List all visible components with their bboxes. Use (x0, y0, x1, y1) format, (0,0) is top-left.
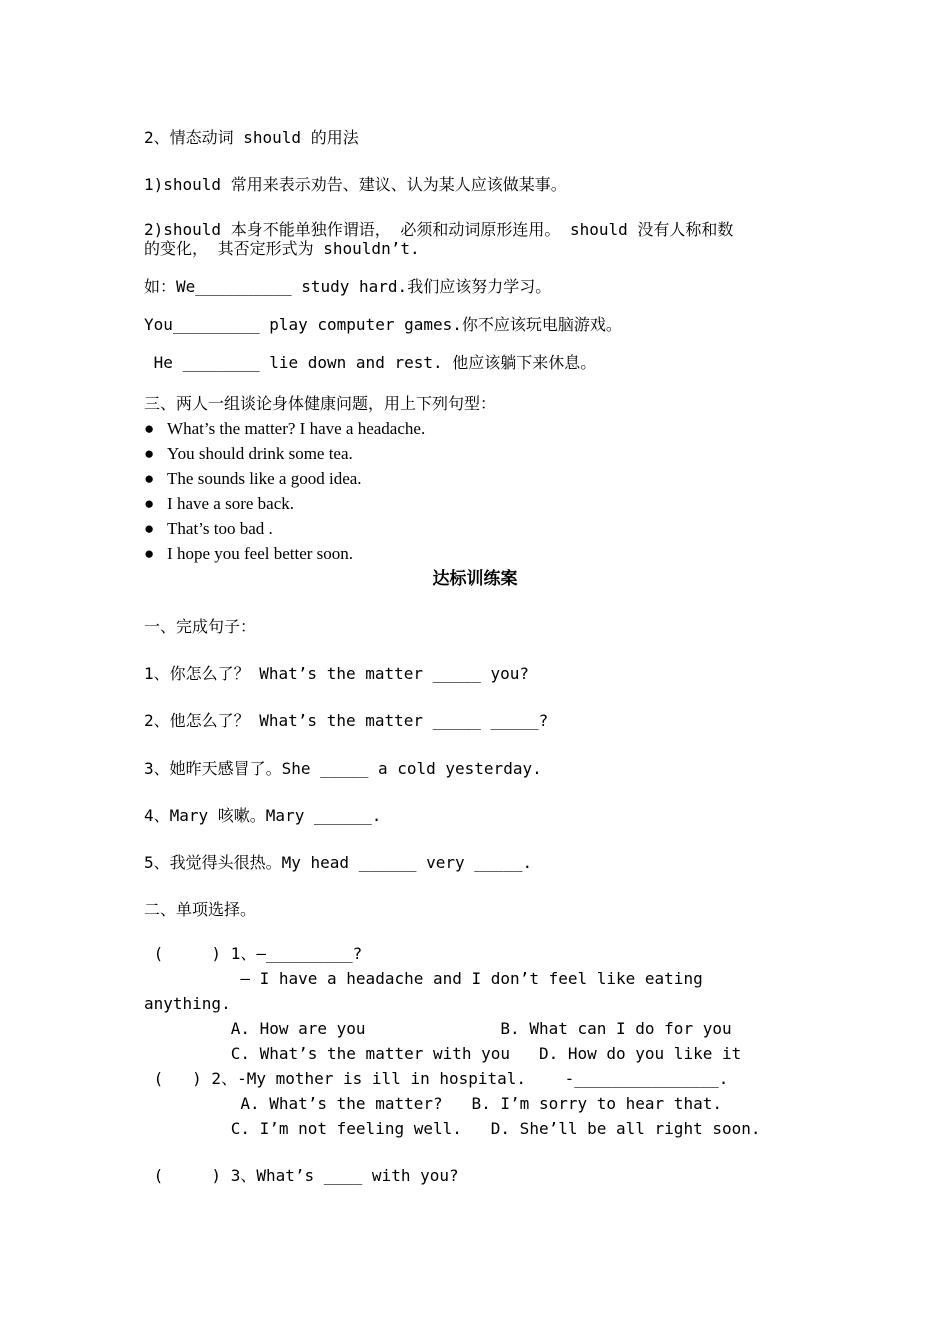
bullet-icon: ● (144, 444, 155, 463)
example-1: 如：We__________ study hard.我们应该努力学习。 (144, 277, 552, 296)
question-1-options-ab: A. How are you B. What can I do for you (144, 1019, 732, 1038)
sentence-item: 4、Mary 咳嗽。Mary ______. (144, 806, 382, 825)
list-item: ● The sounds like a good idea. (144, 469, 362, 488)
sentence-item: 5、我觉得头很热。My head ______ very _____. (144, 853, 533, 872)
bullet-icon: ● (144, 519, 155, 538)
bullet-icon: ● (144, 544, 155, 563)
question-1-stem-3: anything. (144, 994, 231, 1013)
question-2-options-cd: C. I’m not feeling well. D. She’ll be all right soon. (144, 1119, 761, 1138)
list-item: ● That’s too bad . (144, 519, 273, 538)
example-2: You_________ play computer games.你不应该玩电脑游戏。 (144, 315, 622, 334)
section-2-heading: 2、情态动词 should 的用法 (144, 128, 359, 147)
question-1-stem: ( ) 1、—_________? (144, 944, 363, 963)
list-item: ● I have a sore back. (144, 494, 294, 513)
sentence-item: 2、他怎么了？ What’s the matter _____ _____? (144, 711, 549, 730)
part-2-heading: 二、单项选择。 (144, 900, 257, 919)
example-3: He ________ lie down and rest. 他应该躺下来休息。 (144, 353, 597, 372)
list-item: ● What’s the matter? I have a headache. (144, 419, 426, 438)
part-1-heading: 一、完成句子： (144, 617, 257, 636)
should-usage-2-line2: 的变化， 其否定形式为 shouldn’t. (144, 239, 420, 258)
sentence-item: 3、她昨天感冒了。She _____ a cold yesterday. (144, 759, 542, 778)
question-1-stem-2: — I have a headache and I don’t feel like eating (144, 969, 703, 988)
list-item: ● I hope you feel better soon. (144, 544, 354, 563)
page-title: 达标训练案 (432, 569, 518, 589)
question-2-stem: ( ) 2、-My mother is ill in hospital. -_______________. (144, 1069, 729, 1088)
question-1-options-cd: C. What’s the matter with you D. How do you like it (144, 1044, 742, 1063)
bullet-icon: ● (144, 469, 155, 488)
bullet-icon: ● (144, 419, 155, 438)
question-3-stem: ( ) 3、What’s ____ with you? (144, 1166, 459, 1185)
should-usage-1: 1)should 常用来表示劝告、建议、认为某人应该做某事。 (144, 175, 567, 194)
list-item: ● You should drink some tea. (144, 444, 353, 463)
section-3-heading: 三、两人一组谈论身体健康问题，用上下列句型： (144, 394, 497, 413)
question-2-options-ab: A. What’s the matter? B. I’m sorry to hear that. (144, 1094, 722, 1113)
should-usage-2-line1: 2)should 本身不能单独作谓语， 必须和动词原形连用。 should 没有人称和数 (144, 220, 734, 239)
bullet-icon: ● (144, 494, 155, 513)
sentence-item: 1、你怎么了？ What’s the matter _____ you? (144, 664, 529, 683)
